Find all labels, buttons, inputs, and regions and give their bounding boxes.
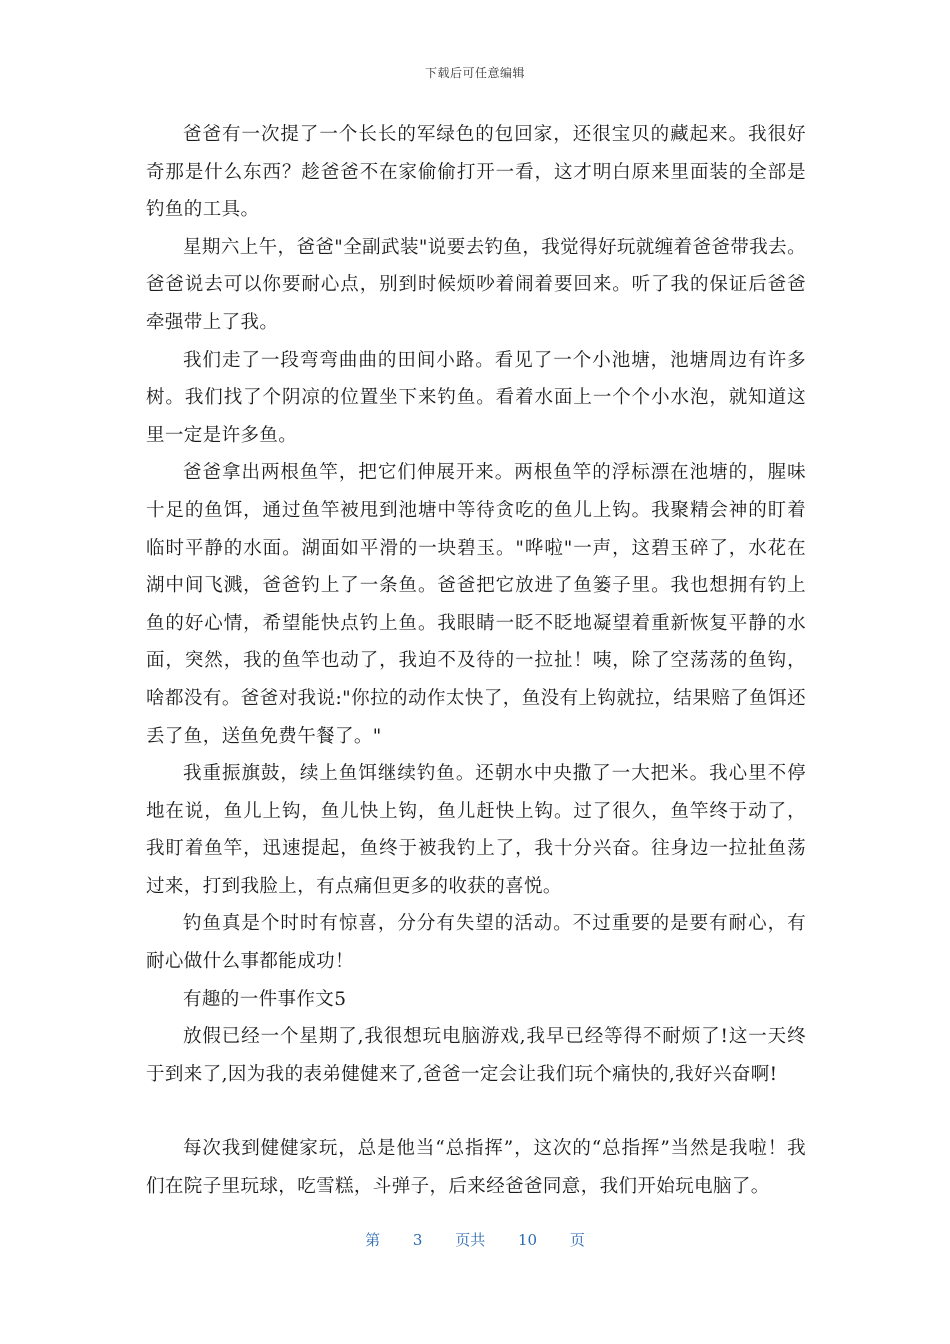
page-header: 下载后可任意编辑 [424, 66, 525, 80]
footer-label-total: 页共 [455, 1231, 486, 1249]
paragraph-6: 钓鱼真是个时时有惊喜，分分有失望的活动。不过重要的是要有耐心，有耐心做什么事都能成功！ [146, 913, 806, 973]
paragraph-2: 星期六上午，爸爸"全副武装"说要去钓鱼，我觉得好玩就缠着爸爸带我去。爸爸说去可以你要耐心点，别到时候烦吵着闹着要回来。听了我的保证后爸爸牵强带上了我。 [146, 236, 806, 333]
footer-label-end: 页 [569, 1231, 585, 1249]
paragraph-gap [146, 1093, 806, 1130]
footer-total-pages: 10 [518, 1231, 538, 1249]
footer-current-page: 3 [412, 1231, 423, 1249]
paragraph-5: 我重振旗鼓，续上鱼饵继续钓鱼。还朝水中央撒了一大把米。我心里不停地在说，鱼儿上钩，鱼儿快上钩，鱼儿赶快上钩。过了很久，鱼竿终于动了，我盯着鱼竿，迅速提起，鱼终于被我钓上了，我十分兴奋。往身边一拉扯鱼荡过来，打到我脸上，有点痛但更多的收获的喜悦。 [146, 763, 806, 897]
paragraph-3: 我们走了一段弯弯曲曲的田间小路。看见了一个小池塘，池塘周边有许多树。我们找了个阴凉的位置坐下来钓鱼。看着水面上一个个小水泡，就知道这里一定是许多鱼。 [146, 349, 806, 446]
essay-title: 有趣的一件事作文5 [183, 988, 347, 1010]
paragraph-1: 爸爸有一次提了一个长长的军绿色的包回家，还很宝贝的藏起来。我很好奇那是什么东西？趁爸爸不在家偷偷打开一看，这才明白原来里面装的全部是钓鱼的工具。 [146, 124, 806, 221]
page-footer [0, 1229, 950, 1250]
paragraph-4: 爸爸拿出两根鱼竿，把它们伸展开来。两根鱼竿的浮标漂在池塘的，腥味十足的鱼饵，通过鱼竿被甩到池塘中等待贪吃的鱼儿上钩。我聚精会神的盯着临时平静的水面。湖面如平滑的一块碧玉。"哗啦"一声，这碧玉碎了，水花在湖中间飞溅，爸爸钓上了一条鱼。爸爸把它放进了鱼篓子里。我也想拥有钓上鱼的好心情，希望能快点钓上鱼。我眼睛一眨不眨地凝望着重新恢复平静的水面，突然，我的鱼竿也动了，我迫不及待的一拉扯！咦，除了空荡荡的鱼钩，啥都没有。爸爸对我说:"你拉的动作太快了，鱼没有上钩就拉，结果赔了鱼饵还丢了鱼，送鱼免费午餐了。" [146, 462, 806, 747]
document-body [146, 116, 806, 1206]
footer-label-page: 第 [365, 1231, 381, 1249]
essay-paragraph: 每次我到健健家玩，总是他当“总指挥”，这次的“总指挥”当然是我啦！我们在院子里玩球，吃雪糕，斗弹子，后来经爸爸同意，我们开始玩电脑了。 [146, 1138, 806, 1198]
essay-intro: 放假已经一个星期了,我很想玩电脑游戏,我早已经等得不耐烦了!这一天终于到来了,因为我的表弟健健来了,爸爸一定会让我们玩个痛快的,我好兴奋啊! [146, 1026, 806, 1085]
